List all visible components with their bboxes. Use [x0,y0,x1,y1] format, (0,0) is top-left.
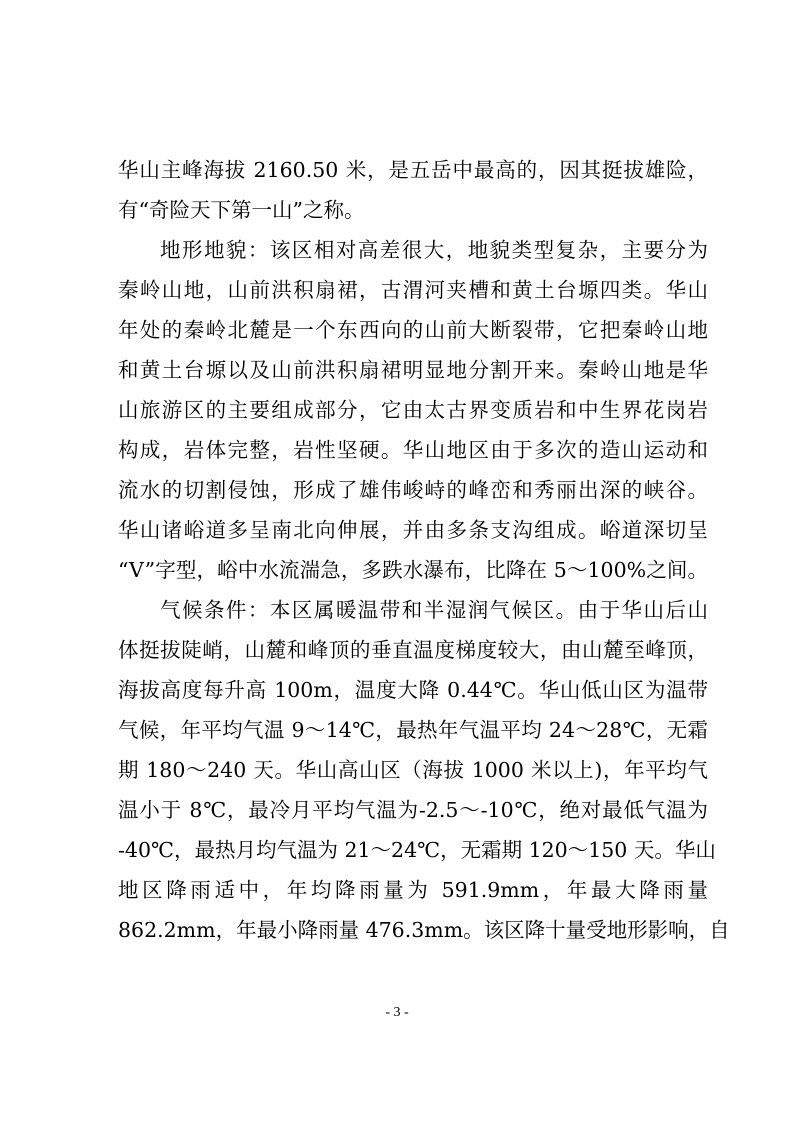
paragraph-line: 体挺拔陡峭，山麓和峰顶的垂直温度梯度较大，由山麓至峰顶， [118,638,708,662]
page-number: - 3 - [385,1005,409,1020]
paragraph-line: 海拔高度每升高 100m，温度大降 0.44℃。华山低山区为温带 [118,678,708,702]
paragraph-line: 华山诸峪道多呈南北向伸展，并由多条支沟组成。峪道深切呈 [118,518,708,542]
paragraph-line: -40℃，最热月均气温为 21～24℃，无霜期 120～150 天。华山 [118,838,716,862]
paragraph-line: 862.2mm，年最小降雨量 476.3mm。该区降十量受地形影响，自 [118,918,730,942]
paragraph-line: 和黄土台塬以及山前洪积扇裙明显地分割开来。秦岭山地是华 [118,358,708,382]
paragraph-line: 期 180～240 天。华山高山区（海拔 1000 米以上)，年平均气 [118,758,708,782]
paragraph-line: 构成，岩体完整，岩性坚硬。华山地区由于多次的造山运动和 [118,438,708,462]
paragraph-line: 有“奇险天下第一山”之称。 [118,198,365,222]
paragraph-line: 地区降雨适中，年均降雨量为 591.9mm，年最大降雨量 [118,878,708,902]
paragraph-line: 温小于 8℃，最冷月平均气温为-2.5～-10℃，绝对最低气温为 [118,798,708,822]
paragraph-line: 气候，年平均气温 9～14℃，最热年气温平均 24～28℃，无霜 [118,718,708,742]
paragraph-line: 气候条件：本区属暖温带和半湿润气候区。由于华山后山 [160,598,708,622]
paragraph-line: 地形地貌：该区相对高差很大，地貌类型复杂，主要分为 [160,238,708,262]
paragraph-line: 华山主峰海拔 2160.50 米，是五岳中最高的，因其挺拔雄险， [118,158,708,182]
paragraph-line: 流水的切割侵蚀，形成了雄伟峻峙的峰峦和秀丽出深的峡谷。 [118,478,708,502]
paragraph-line: “V”字型，峪中水流湍急，多跌水瀑布，比降在 5～100%之间。 [118,558,708,582]
paragraph-line: 秦岭山地，山前洪积扇裙，古渭河夹槽和黄土台塬四类。华山 [118,278,708,302]
paragraph-line: 山旅游区的主要组成部分，它由太古界变质岩和中生界花岗岩 [118,398,708,422]
paragraph-line: 年处的秦岭北麓是一个东西向的山前大断裂带，它把秦岭山地 [118,318,708,342]
